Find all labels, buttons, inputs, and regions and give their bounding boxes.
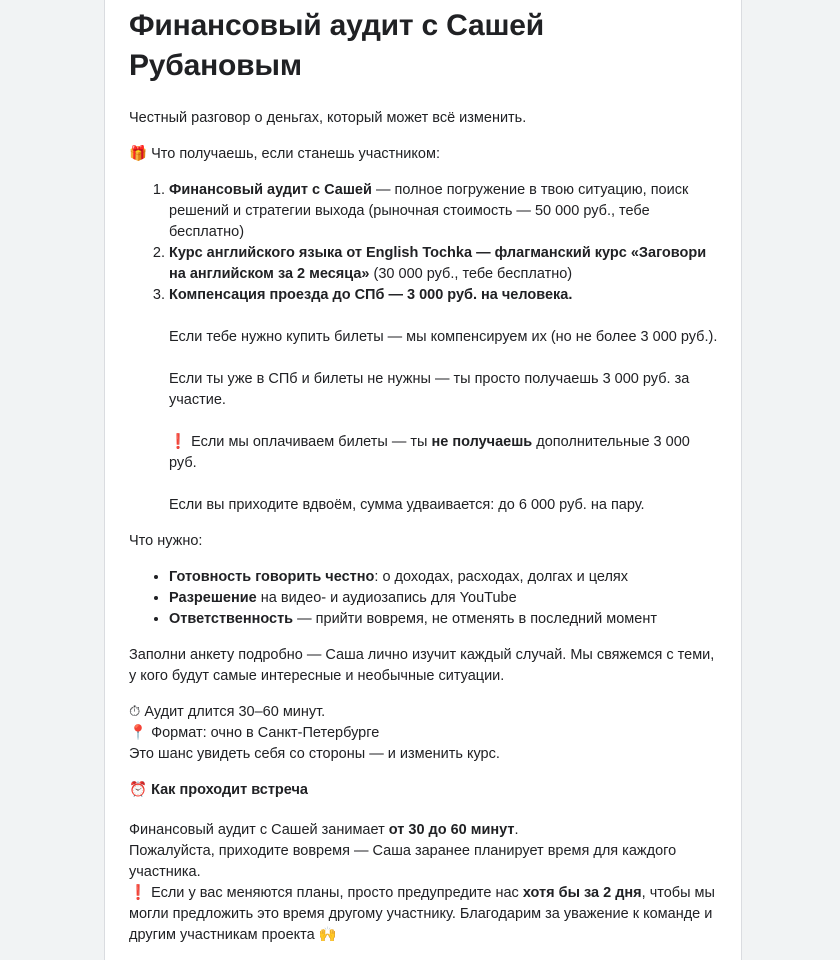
benefit-text: (30 000 руб., тебе бесплатно): [369, 266, 573, 282]
form-note: Заполни анкету подробно — Саша лично изучит каждый случай. Мы свяжемся с теми, у кого будут самые интересные и необычные ситуации.: [129, 647, 715, 684]
benefit-paragraph: Если тебе нужно купить билеты — мы компенсируем их (но не более 3 000 руб.).: [169, 329, 718, 345]
list-item: [169, 588, 721, 609]
need-title: Готовность говорить честно: [169, 569, 375, 585]
list-item: [169, 609, 721, 630]
duration-text: Аудит длится 30–60 минут.: [140, 704, 326, 720]
benefit-paragraph: Если ты уже в СПб и билеты не нужны — ты просто получаешь 3 000 руб. за участие.: [169, 371, 690, 408]
benefits-list: [129, 180, 721, 516]
meeting-text: Финансовый аудит с Сашей занимает: [129, 822, 389, 838]
benefit-paragraph-text: Если мы оплачиваем билеты — ты: [187, 434, 432, 450]
need-text: на видео- и аудиозапись для YouTube: [256, 590, 517, 606]
benefit-paragraph: [169, 432, 721, 474]
meeting-heading: [129, 780, 721, 801]
benefit-title: Курс английского языка от English Tochka — флагманский курс «Заговори на английском за 2 месяца»: [169, 245, 707, 282]
benefit-text: — полное погружение в твою ситуацию, поиск решений и стратегии выхода (рыночная стоимость — 50 000 руб., тебе бесплатно): [169, 182, 689, 240]
raised-hands-icon: 🙌: [318, 927, 337, 943]
meeting-text: Если у вас меняются планы, просто предупредите нас: [147, 885, 523, 901]
intro-text: Честный разговор о деньгах, который может всё изменить.: [129, 110, 527, 126]
meeting-text: .: [514, 822, 519, 838]
form-description-card: [104, 0, 742, 960]
stopwatch-icon: ⏱: [129, 704, 141, 720]
meeting-line: [129, 883, 721, 946]
need-text: : о доходах, расходах, долгах и целях: [374, 569, 629, 585]
need-title: Ответственность: [169, 611, 294, 627]
need-text: — прийти вовремя, не отменять в последний момент: [293, 611, 657, 627]
benefits-heading: [129, 144, 721, 165]
benefit-title: Финансовый аудит с Сашей: [169, 182, 372, 198]
pin-icon: 📍: [129, 725, 148, 741]
format-text: Формат: очно в Санкт-Петербурге: [147, 725, 380, 741]
gift-icon: 🎁: [129, 146, 148, 162]
alarm-clock-icon: ⏰: [129, 782, 148, 798]
needs-heading: Что нужно:: [129, 533, 203, 549]
benefits-heading-text: Что получаешь, если станешь участником:: [147, 146, 440, 162]
duration-line: [129, 702, 721, 723]
chance-line: Это шанс увидеть себя со стороны — и изменить курс.: [129, 746, 500, 762]
benefit-paragraph: Если вы приходите вдвоём, сумма удваивается: до 6 000 руб. на пару.: [169, 497, 645, 513]
benefit-paragraph-bold: не получаешь: [431, 434, 533, 450]
list-item: [169, 285, 721, 516]
form-description: [129, 6, 721, 946]
list-item: [169, 243, 721, 285]
benefit-paragraph-text: дополнительные 3 000 руб.: [169, 434, 690, 471]
need-title: Разрешение: [169, 590, 257, 606]
meeting-bold: хотя бы за 2 дня: [522, 885, 642, 901]
meeting-text: , чтобы мы могли предложить это время другому участнику. Благодарим за уважение к команде и другим участникам проекта: [129, 885, 715, 943]
exclamation-icon: ❗: [129, 885, 148, 901]
list-item: [169, 567, 721, 588]
needs-list: [129, 567, 721, 630]
list-item: [169, 180, 721, 243]
page-title: Финансовый аудит с Сашей Рубановым: [129, 9, 545, 82]
meeting-bold: от 30 до 60 минут: [388, 822, 515, 838]
meeting-heading-text: Как проходит встреча: [147, 782, 308, 798]
meeting-line: Пожалуйста, приходите вовремя — Саша заранее планирует время для каждого участника.: [129, 843, 677, 880]
meeting-line: [129, 820, 721, 841]
exclamation-icon: ❗: [169, 434, 188, 450]
format-line: [129, 723, 721, 744]
benefit-title: Компенсация проезда до СПб — 3 000 руб. на человека.: [169, 287, 573, 303]
